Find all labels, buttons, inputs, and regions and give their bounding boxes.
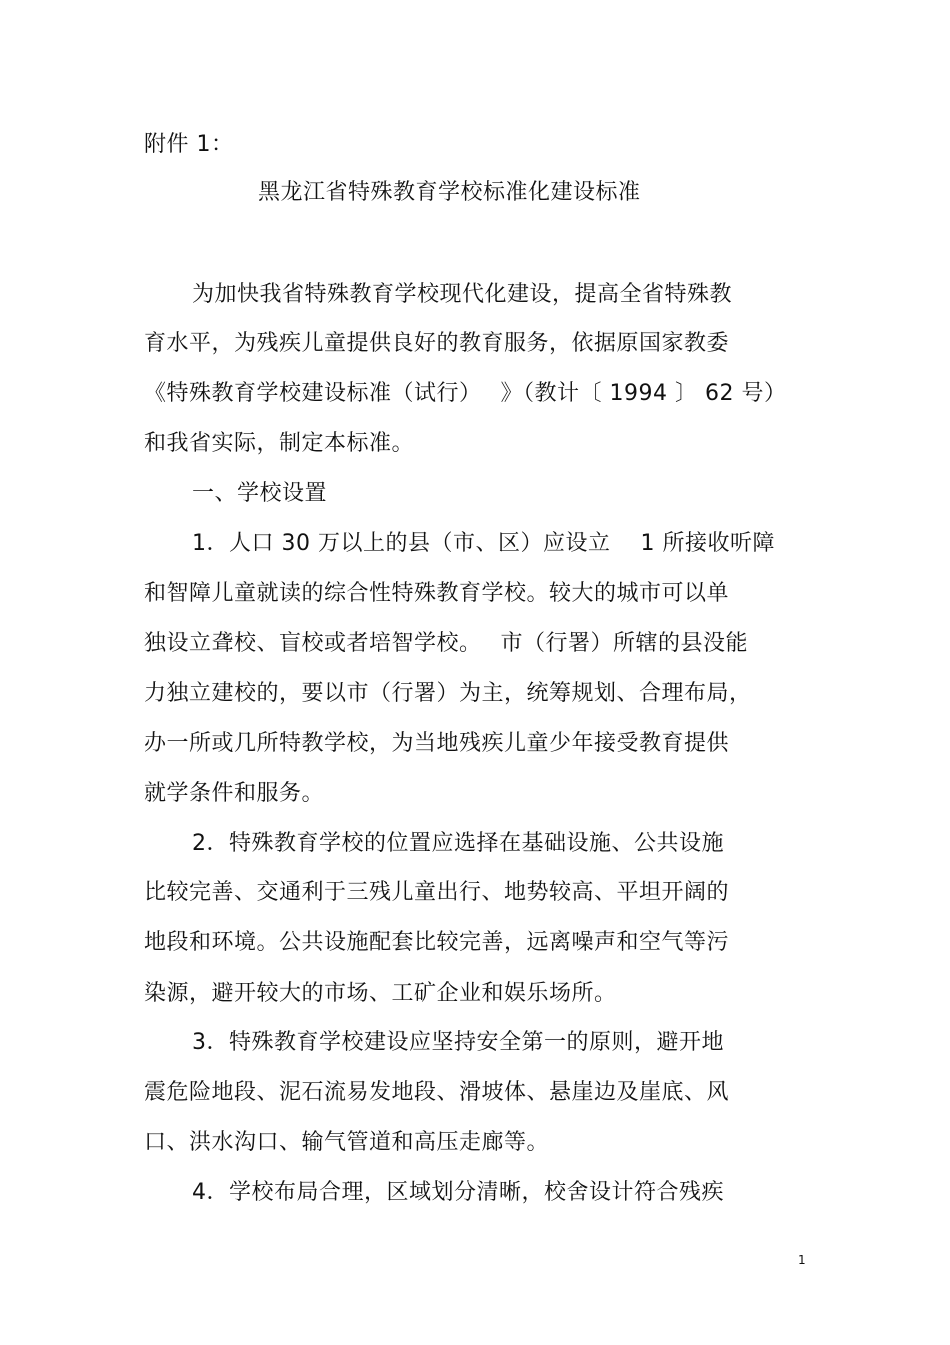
attachment-label: 附件 1： xyxy=(144,132,234,157)
paragraph-line: 4．学校布局合理，区域划分清晰，校舍设计符合残疾 xyxy=(192,1180,724,1205)
paragraph-line: 震危险地段、泥石流易发地段、滑坡体、悬崖边及崖底、风 xyxy=(144,1080,730,1105)
paragraph-line: 力独立建校的，要以市（行署）为主，统筹规划、合理布局， xyxy=(144,681,752,706)
paragraph-line: 口、洪水沟口、输气管道和高压走廊等。 xyxy=(144,1130,550,1155)
paragraph-line: 和我省实际，制定本标准。 xyxy=(144,431,415,456)
paragraph-line: 2．特殊教育学校的位置应选择在基础设施、公共设施 xyxy=(192,831,724,856)
section-heading: 一、学校设置 xyxy=(192,481,328,506)
paragraph-line: 育水平，为残疾儿童提供良好的教育服务，依据原国家教委 xyxy=(144,331,730,356)
page-number: 1 xyxy=(798,1253,806,1267)
paragraph-line: 为加快我省特殊教育学校现代化建设，提高全省特殊教 xyxy=(192,282,733,307)
paragraph-line: 比较完善、交通利于三残儿童出行、地势较高、平坦开阔的 xyxy=(144,880,730,905)
paragraph-line: 3．特殊教育学校建设应坚持安全第一的原则，避开地 xyxy=(192,1030,724,1055)
paragraph-line: 和智障儿童就读的综合性特殊教育学校。较大的城市可以单 xyxy=(144,581,730,606)
paragraph-line: 办一所或几所特教学校，为当地残疾儿童少年接受教育提供 xyxy=(144,731,730,756)
paragraph-line: 就学条件和服务。 xyxy=(144,781,325,806)
paragraph-line: 《特殊教育学校建设标准（试行） 》（教计〔 1994 〕 62 号） xyxy=(144,381,787,406)
document-title: 黑龙江省特殊教育学校标准化建设标准 xyxy=(258,180,641,205)
paragraph-line: 地段和环境。公共设施配套比较完善，远离噪声和空气等污 xyxy=(144,930,730,955)
paragraph-line: 1．人口 30 万以上的县（市、区）应设立 1 所接收听障 xyxy=(192,531,775,556)
paragraph-line: 独设立聋校、盲校或者培智学校。 市（行署）所辖的县没能 xyxy=(144,631,748,656)
paragraph-line: 染源，避开较大的市场、工矿企业和娱乐场所。 xyxy=(144,981,617,1006)
